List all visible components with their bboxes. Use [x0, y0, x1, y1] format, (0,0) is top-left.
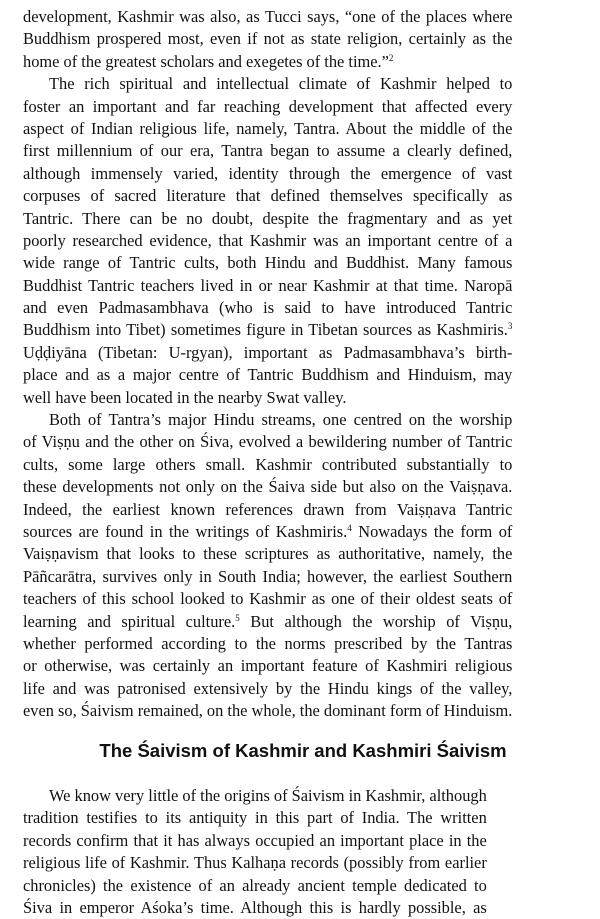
text-line: Pāñcarātra, survives only in South India; however, the earliest Southern [23, 566, 513, 586]
text-line: first millennium of our era, Tantra began to assume a clearly defined, [23, 141, 513, 161]
text-line [23, 521, 512, 543]
text-line-content: Nowadays the form of [351, 521, 513, 541]
text-line: Buddhist Tantric teachers lived in or near Kashmir at that time. Naropā [23, 275, 513, 295]
text-line: cults, some large others small. Kashmir contributed substantially to [23, 454, 513, 474]
text-line [23, 51, 512, 73]
paragraph-4 [23, 785, 487, 919]
text-line [23, 319, 512, 341]
text-line: Indeed, the earliest known references drawn from Vaiṣṇava Tantric [23, 499, 513, 519]
text-line: or otherwise, was certainly an important feature of Kashmiri religious [23, 656, 513, 676]
text-line-content: Buddhism into Tibet) sometimes figure in Tibetan sources as Kashmiris. [23, 320, 508, 340]
footnote-marker: 4 [347, 522, 352, 533]
text-line: Uḍḍiyāna (Tibetan: U-rgyan), important as Padmasambhava’s birth- [23, 342, 513, 362]
text-line-content: learning and spiritual culture. [23, 611, 236, 631]
text-line: well have been located in the nearby Swat valley. [23, 387, 347, 407]
footnote-marker: 3 [507, 321, 513, 332]
section-heading: The Śaivism of Kashmir and Kashmiri Śaivism [99, 740, 507, 761]
paragraph-1 [23, 6, 512, 73]
text-line: place and as a major centre of Tantric Buddhism and Hinduism, may [23, 365, 513, 385]
text-line: religious life of Kashmir. Thus Kalhaṇa records (possibly from earlier [23, 853, 487, 873]
text-line: these developments not only on the Śaiva side but also on the Vaiṣṇava. [23, 477, 513, 497]
text-line: wide range of Tantric cults, both Hindu and Buddhist. Many famous [23, 253, 513, 273]
text-line-content: sources are found in the writings of Kashmiris. [23, 521, 348, 541]
text-line-content: home of the greatest scholars and exegetes of the time.” [23, 51, 389, 71]
text-line: Vaiṣṇavism that looks to these scriptures as authoritative, namely, the [23, 544, 513, 564]
footnote-marker: 5 [235, 612, 240, 623]
text-line: even so, Śaivism remained, on the whole, the dominant form of Hinduism. [23, 701, 513, 721]
text-line [23, 611, 512, 633]
text-line: poorly researched evidence, that Kashmir was an important centre of a [23, 230, 513, 250]
text-line: We know very little of the origins of Śaivism in Kashmir, although [49, 786, 487, 805]
text-line: The rich spiritual and intellectual climate of Kashmir helped to [49, 74, 513, 94]
paragraph-2 [23, 73, 512, 409]
paragraph-3 [23, 409, 512, 722]
text-line: aspect of Indian religious life, namely, Tantra. About the middle of the [23, 118, 513, 138]
text-line-content: But although the worship of Viṣṇu, [239, 611, 513, 631]
text-line: foster an important and far reaching development that affected every [23, 96, 513, 116]
text-line: of Viṣṇu and the other on Śiva, evolved a bewildering number of Tantric [23, 432, 513, 452]
text-line: chronicles) the existence of an already ancient temple dedicated to [23, 875, 487, 895]
body-text-top [23, 6, 512, 723]
text-line: whether performed according to the norms prescribed by the Tantras [23, 633, 513, 653]
text-line: development, Kashmir was also, as Tucci says, “one of the places where [23, 7, 513, 26]
text-line: life and was patronised extensively by the Hindu kings of the valley, [23, 678, 513, 698]
text-line: records confirm that it has always occupied an important place in the [23, 830, 487, 850]
footnote-marker: 2 [388, 52, 394, 63]
text-line: Tantric. There can be no doubt, despite the fragmentary and as yet [23, 208, 513, 228]
text-line: corpuses of sacred literature that defined themselves specifically as [23, 186, 513, 206]
text-line: Śiva in emperor Aśoka’s time. Although this is hardly possible, as [23, 897, 487, 917]
body-text-bottom [23, 785, 487, 919]
text-line: teachers of this school looked to Kashmir as one of their oldest seats of [23, 589, 513, 609]
text-line: Buddhism prospered most, even if not as state religion, certainly as the [23, 29, 513, 49]
text-line: although immensely varied, identity through the emergence of vast [23, 163, 513, 183]
text-line: and even Padmasambhava (who is said to have introduced Tantric [23, 298, 513, 318]
text-line: Both of Tantra’s major Hindu streams, one centred on the worship [49, 410, 513, 430]
text-line: tradition testifies to its antiquity in this part of India. The written [23, 808, 487, 828]
